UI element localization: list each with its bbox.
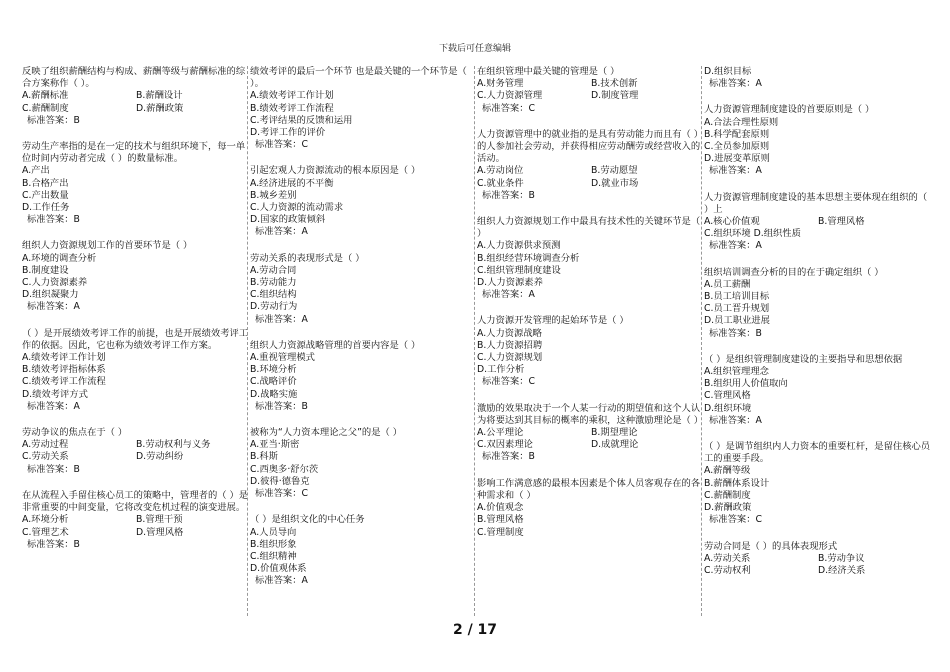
question-item <box>22 240 250 313</box>
question-item <box>250 66 478 151</box>
standard-answer: 标准答案：B <box>27 214 80 226</box>
standard-answer: 标准答案：B <box>27 463 80 475</box>
standard-answer: 标准答案：A <box>709 414 762 426</box>
question-stem: 反映了组织薪酬结构与构成、薪酬等级与薪酬标准的综合方案称作（ ）。 <box>22 66 246 90</box>
question-stem: 在组织管理中最关键的管理是（ ） <box>477 66 620 77</box>
standard-answer: 标准答案：A <box>255 313 308 325</box>
question-item <box>477 66 705 115</box>
standard-answer: 标准答案：C <box>482 102 535 114</box>
answer-option: C.劳动权利 <box>704 564 751 576</box>
column-1 <box>22 66 250 565</box>
answer-option: A.重视管理模式 <box>250 352 315 364</box>
answer-option: C.战略评价 <box>250 376 297 388</box>
question-item <box>22 490 250 551</box>
question-item <box>250 165 478 238</box>
question-stem: 劳动关系的表现形式是（ ） <box>250 252 365 264</box>
answer-option: C.全员参加原则 <box>704 141 770 153</box>
answer-option: D.劳动行为 <box>250 301 298 313</box>
question-item <box>704 267 932 340</box>
option-row <box>704 565 932 577</box>
answer-option: A.公平理论 <box>477 427 524 439</box>
answer-option: A.绩效考评工作计划 <box>250 90 334 102</box>
question-stem: 人力资源管理制度建设的基本思想主要体现在组织的（ ）上 <box>704 191 928 215</box>
answer-option: D.组织环境 <box>704 402 752 414</box>
standard-answer: 标准答案：C <box>709 514 762 526</box>
answer-option: D.组织凝聚力 <box>22 289 79 301</box>
question-stem: 人力资源开发管理的起始环节是（ ） <box>477 315 629 327</box>
answer-option: A.薪酬等级 <box>704 465 751 477</box>
answer-option: C.组织精神 <box>250 550 297 562</box>
answer-option: B.薪酬设计 <box>136 90 183 102</box>
question-item <box>704 66 932 90</box>
question-item <box>704 104 932 177</box>
answer-option: C.薪酬制度 <box>704 489 751 501</box>
column-3 <box>477 66 705 553</box>
answer-option: C.劳动关系 <box>22 451 69 463</box>
answer-option: B.技术创新 <box>591 78 638 90</box>
question-stem: 组织人力资源规划工作的首要环节是（ ） <box>22 240 193 252</box>
answer-option: C.产出数量 <box>22 189 69 201</box>
standard-answer: 标准答案：B <box>482 451 535 463</box>
standard-answer: 标准答案：C <box>255 488 308 500</box>
answer-option: C.人力资源素养 <box>22 277 88 289</box>
option-row <box>704 228 932 240</box>
answer-option: A.环境的调查分析 <box>22 252 97 264</box>
answer-option: C.管理艺术 <box>22 526 69 538</box>
answer-option: D.战略实施 <box>250 388 298 400</box>
answer-option: A.产出 <box>22 165 50 177</box>
standard-answer: 标准答案：C <box>255 139 308 151</box>
answer-option: D.薪酬政策 <box>704 502 752 514</box>
answer-option: A.员工薪酬 <box>704 278 751 290</box>
answer-option: B.城乡差别 <box>250 189 297 201</box>
question-stem: （ ）是组织文化的中心任务 <box>250 514 365 526</box>
question-stem: （ ）是开展绩效考评工作的前提，也是开展绩效考评工作的依据。因此，它也称为绩效考评工作方案。 <box>22 327 249 351</box>
question-item <box>477 403 705 464</box>
question-item <box>250 514 478 587</box>
answer-option: A.劳动关系 <box>704 552 751 564</box>
question-stem: 激励的效果取决于一个人某一行动的期望值和这个人认为将要达到其目标的概率的乘积，这种激励理论是（ ） <box>477 402 704 426</box>
answer-option: D.工作任务 <box>22 202 70 214</box>
answer-option: D.薪酬政策 <box>136 102 184 114</box>
answer-option: B.劳动愿望 <box>591 165 638 177</box>
question-stem: 劳动争议的焦点在于（ ） <box>22 427 128 439</box>
answer-option: B.管理风格 <box>818 216 865 228</box>
answer-option: A.价值观念 <box>477 502 524 514</box>
standard-answer: 标准答案：B <box>709 327 762 339</box>
answer-option: D.制度管理 <box>591 90 639 102</box>
answer-option: B.科学配套原则 <box>704 128 770 140</box>
answer-option: D.考评工作的评价 <box>250 127 326 139</box>
question-item <box>250 340 478 413</box>
standard-answer: 标准答案：A <box>255 226 308 238</box>
page-indicator: 2 / 17 <box>452 622 498 638</box>
option-row <box>704 553 932 565</box>
answer-option: D.劳动纠纷 <box>136 451 184 463</box>
answer-option: C.人力资源规划 <box>477 352 543 364</box>
question-item <box>22 66 250 127</box>
answer-option: B.管理风格 <box>477 514 524 526</box>
question-item <box>477 315 705 388</box>
answer-option: D.价值观体系 <box>250 563 307 575</box>
option-row <box>477 427 705 439</box>
question-item <box>704 441 932 526</box>
option-row <box>477 439 705 451</box>
answer-option: B.环境分析 <box>250 364 297 376</box>
question-item <box>22 141 250 226</box>
question-stem: 在从流程入手留住核心员工的策略中，管理者的（ ）是非常重要的中间变量，它将改变危机过程的演变进展。 <box>22 489 249 514</box>
answer-option: B.劳动能力 <box>250 277 297 289</box>
answer-option: C.人力资源的流动需求 <box>250 202 344 214</box>
answer-option: A.组织管理理念 <box>704 366 769 378</box>
standard-answer: 标准答案：A <box>709 78 762 90</box>
question-item <box>477 129 705 202</box>
answer-option: A.合法合理性原则 <box>704 116 779 128</box>
answer-option: B.绩效考评工作流程 <box>250 102 334 114</box>
question-item <box>704 192 932 253</box>
question-stem: 绩效考评的最后一个环节 也是最关键的一个环节是（ ）。 <box>250 66 467 90</box>
option-row <box>22 451 250 463</box>
standard-answer: 标准答案：B <box>255 400 308 412</box>
standard-answer: 标准答案：A <box>482 289 535 301</box>
answer-option: B.绩效考评指标体系 <box>22 364 106 376</box>
option-row <box>22 439 250 451</box>
answer-option: B.劳动争议 <box>818 552 865 564</box>
answer-option: C.双因素理论 <box>477 439 533 451</box>
answer-option: C.西奥多·舒尔茨 <box>250 463 319 475</box>
option-row <box>477 78 705 90</box>
answer-option: B.合格产出 <box>22 177 69 189</box>
question-stem: 人力资源管理制度建设的首要原则是（ ） <box>704 104 875 116</box>
column-divider <box>474 66 475 616</box>
question-stem: 影响工作满意感的最根本因素是个体人员客观存在的各种需求和（ ） <box>477 477 701 501</box>
question-stem: 劳动合同是（ ）的具体表现形式 <box>704 540 838 552</box>
answer-option: D.经济关系 <box>818 564 866 576</box>
answer-option: D.彼得·德鲁克 <box>250 475 310 487</box>
question-item <box>22 427 250 476</box>
answer-option: A.劳动过程 <box>22 439 69 451</box>
answer-option: D.绩效考评方式 <box>22 388 88 400</box>
question-item <box>22 328 250 413</box>
option-row <box>22 90 250 102</box>
question-stem: 劳动生产率指的是在一定的技术与组织环境下，每一单位时间内劳动者完成（ ）的数量标准。 <box>22 141 246 165</box>
answer-option: B.员工培训目标 <box>704 291 770 303</box>
answer-option: A.人员导向 <box>250 526 297 538</box>
question-stem: 组织人力资源战略管理的首要内容是（ ） <box>250 339 421 351</box>
question-item <box>250 253 478 326</box>
answer-option: D.工作分析 <box>477 364 525 376</box>
answer-option: A.薪酬标准 <box>22 90 69 102</box>
option-row <box>22 514 250 526</box>
option-row <box>477 178 705 190</box>
answer-option: C.薪酬制度 <box>22 102 69 114</box>
standard-answer: 标准答案：A <box>255 575 308 587</box>
option-row <box>704 216 932 228</box>
standard-answer: 标准答案：A <box>27 301 80 313</box>
question-stem: 组织人力资源规划工作中最具有技术性的关键环节是（ ） <box>477 216 701 240</box>
answer-option: A.人力资源战略 <box>477 327 542 339</box>
question-stem: 组织培训调查分析的目的在于确定组织（ ） <box>704 266 884 278</box>
answer-option: B.组织形象 <box>250 538 297 550</box>
answer-option: B.期望理论 <box>591 427 638 439</box>
answer-option: B.制度建设 <box>22 264 69 276</box>
answer-option: D.管理风格 <box>136 526 184 538</box>
question-stem: 引起宏观人力资源流动的根本原因是（ ） <box>250 165 421 177</box>
question-stem: （ ）是调节组织内人力资本的重要杠杆，是留住核心员工的重要手段。 <box>704 441 931 465</box>
answer-option: A.劳动岗位 <box>477 165 524 177</box>
answer-option: D.员工职业进展 <box>704 315 770 327</box>
standard-answer: 标准答案：A <box>709 165 762 177</box>
question-item <box>250 427 478 500</box>
answer-option: B.组织经营环境调查分析 <box>477 252 580 264</box>
answer-option: C.员工晋升规划 <box>704 303 770 315</box>
answer-option: C.管理风格 <box>704 390 751 402</box>
answer-option: B.组织用人价值取向 <box>704 378 788 390</box>
standard-answer: 标准答案：C <box>482 376 535 388</box>
answer-option: A.绩效考评工作计划 <box>22 352 106 364</box>
question-item <box>704 541 932 578</box>
column-2 <box>250 66 478 602</box>
answer-option: C.人力资源管理 <box>477 90 543 102</box>
answer-option: A.环境分析 <box>22 514 69 526</box>
standard-answer: 标准答案：A <box>27 400 80 412</box>
question-stem: （ ）是组织管理制度建设的主要指导和思想依据 <box>704 353 903 365</box>
answer-option: C.考评结果的反馈和运用 <box>250 114 353 126</box>
answer-option: A.核心价值观 <box>704 216 760 228</box>
answer-option: B.薪酬体系设计 <box>704 477 770 489</box>
answer-option: B.科斯 <box>250 451 278 463</box>
question-item <box>477 216 705 301</box>
answer-option: C.组织管理制度建设 <box>477 264 561 276</box>
column-divider <box>247 66 248 616</box>
answer-option: C.组织环境 D.组织性质 <box>704 228 801 240</box>
answer-option: B.劳动权利与义务 <box>136 439 211 451</box>
answer-option: D.成就理论 <box>591 439 639 451</box>
standard-answer: 标准答案：A <box>709 240 762 252</box>
answer-option: D.就业市场 <box>591 177 639 189</box>
question-item <box>704 354 932 427</box>
question-item <box>477 478 705 539</box>
answer-option: B.人力资源招聘 <box>477 339 543 351</box>
answer-option: C.就业条件 <box>477 177 524 189</box>
page-header: 下载后可任意编辑 <box>438 44 511 54</box>
standard-answer: 标准答案：B <box>27 114 80 126</box>
option-row <box>477 165 705 177</box>
option-row <box>22 527 250 539</box>
answer-option: C.组织结构 <box>250 289 297 301</box>
answer-option: D.国家的政策倾斜 <box>250 214 326 226</box>
answer-option: D.进展变革原则 <box>704 153 770 165</box>
answer-option: D.组织目标 <box>704 66 752 77</box>
answer-option: B.管理干预 <box>136 514 183 526</box>
answer-option: C.绩效考评工作流程 <box>22 376 106 388</box>
column-divider <box>701 66 702 616</box>
question-stem: 被称为“人力资本理论之父”的是（ ） <box>250 427 403 439</box>
answer-option: A.亚当·斯密 <box>250 439 300 451</box>
option-row <box>22 103 250 115</box>
standard-answer: 标准答案：B <box>27 538 80 550</box>
answer-option: A.人力资源供求预测 <box>477 240 561 252</box>
question-stem: 人力资源管理中的就业指的是具有劳动能力而且有（ ）的人参加社会劳动，并获得相应劳动酬劳或经营收入的活动。 <box>477 128 704 165</box>
option-row <box>477 90 705 102</box>
answer-option: D.人力资源素养 <box>477 277 543 289</box>
answer-option: C.管理制度 <box>477 526 524 538</box>
answer-option: A.财务管理 <box>477 78 524 90</box>
standard-answer: 标准答案：B <box>482 189 535 201</box>
answer-option: A.经济进展的不平衡 <box>250 177 334 189</box>
column-4 <box>704 66 932 591</box>
answer-option: A.劳动合同 <box>250 264 297 276</box>
